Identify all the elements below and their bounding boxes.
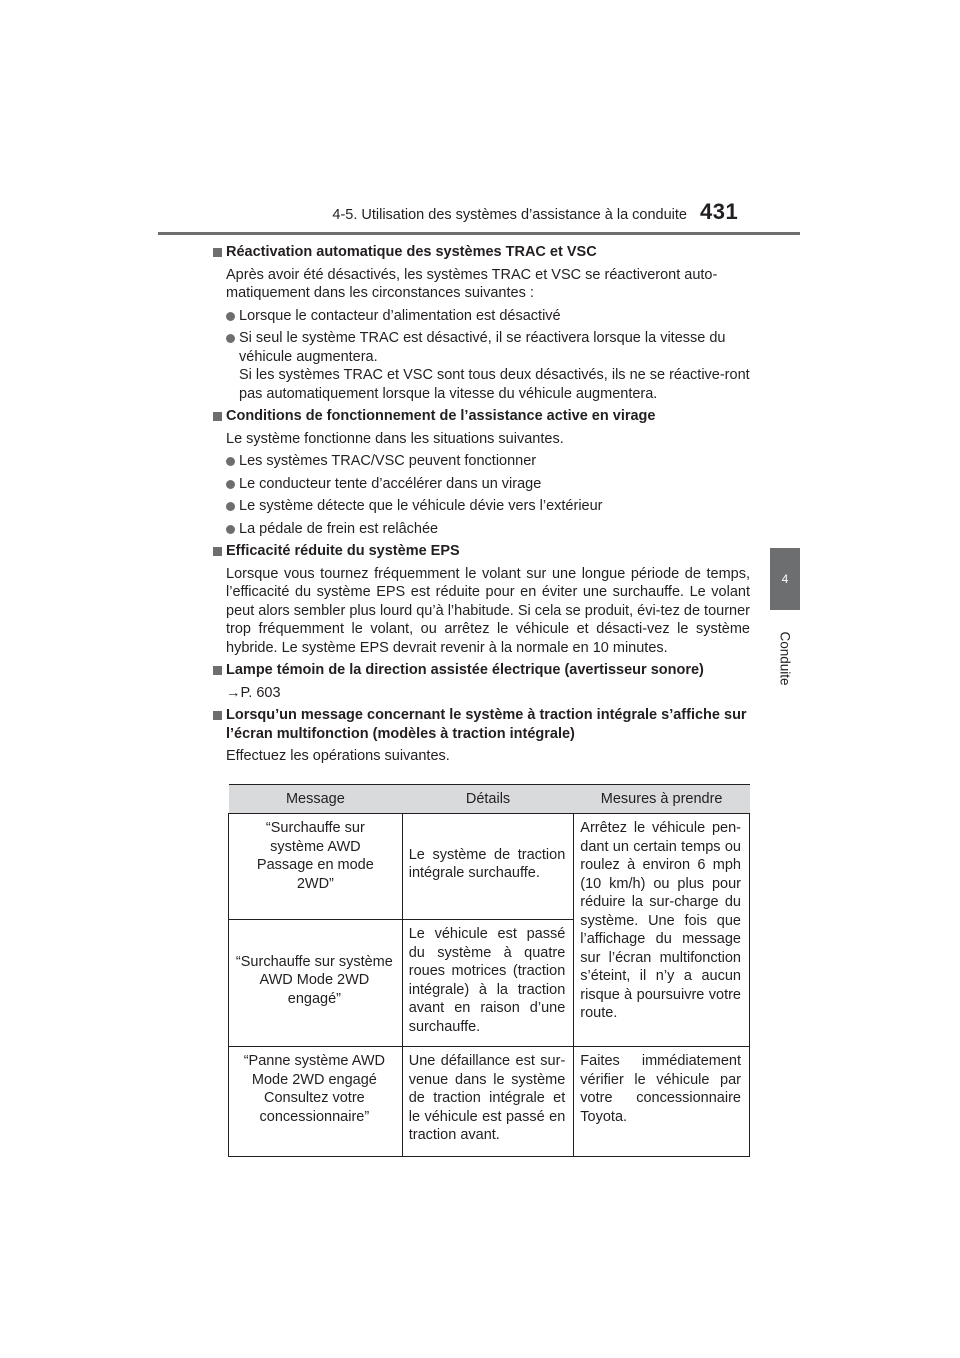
- details-cell: Le système de traction intégrale surchauffe.: [402, 814, 574, 920]
- table-row: [229, 814, 750, 920]
- column-header-message: Message: [229, 785, 403, 814]
- list-item: [210, 497, 750, 516]
- list-item: [210, 475, 750, 494]
- list-item-text: Les systèmes TRAC/VSC peuvent fonctionner: [239, 453, 537, 469]
- paragraph: Effectuez les opérations suivantes.: [226, 748, 450, 764]
- list-item-text: Le conducteur tente d’accélérer dans un virage: [239, 475, 542, 492]
- table-header-row: [229, 785, 750, 814]
- paragraph: Le système fonctionne dans les situations suivantes.: [226, 430, 564, 447]
- list-item: [210, 452, 750, 471]
- round-bullet-icon: [226, 502, 235, 511]
- message-cell: “Surchauffe sur système AWD Passage en mode 2WD”: [229, 814, 403, 920]
- round-bullet-icon: [226, 312, 235, 321]
- list-item: [210, 329, 750, 403]
- paragraph: Après avoir été désactivés, les systèmes TRAC et VSC se réactiveront auto-matiquement dans les circonstances suivantes :: [226, 266, 718, 301]
- paragraph: Lorsque vous tournez fréquemment le volant sur une longue période de temps, l’efficacité du système EPS est réduite pour en éviter une surchauffe. Le volant peut alors sembler plus lourd qu’à l’habitude. Si cela se produit, évi-tez de tourner trop fréquemment le volant, ou arrêtez le véhicule et désacti-vez le système hybride. Le système EPS devrait revenir à la normale en 10 minutes.: [226, 565, 750, 656]
- list-item-text: Lorsque le contacteur d’alimentation est désactivé: [239, 307, 561, 324]
- round-bullet-icon: [226, 334, 235, 343]
- chapter-tab: 4: [770, 548, 800, 610]
- round-bullet-icon: [226, 457, 235, 466]
- list-item-text: La pédale de frein est relâchée: [239, 520, 439, 537]
- list-item: [210, 520, 750, 539]
- details-cell: Une défaillance est sur-venue dans le système de traction intégrale et le véhicule est passé en traction avant.: [402, 1047, 574, 1157]
- list-item-text: Si les systèmes TRAC et VSC sont tous deux désactivés, ils ne se réactive-ront pas automatiquement lorsque la vitesse du véhicule augmentera.: [239, 367, 750, 402]
- section-heading: [210, 243, 750, 262]
- section-heading-text: Réactivation automatique des systèmes TRAC et VSC: [226, 244, 597, 260]
- details-cell: Le véhicule est passé du système à quatre roues motrices (traction intégrale) à la traction avant en raison d’une surchauffe.: [402, 920, 574, 1047]
- round-bullet-icon: [226, 480, 235, 489]
- table-row: [229, 1047, 750, 1157]
- section-heading-text: Lorsqu’un message concernant le système à traction intégrale s’affiche sur l’écran multifonction (modèles à traction intégrale): [226, 707, 747, 742]
- list-item: [210, 307, 750, 326]
- column-header-action: Mesures à prendre: [574, 785, 750, 814]
- section-heading-text: Conditions de fonctionnement de l’assistance active en virage: [226, 408, 656, 424]
- section-heading-text: Efficacité réduite du système EPS: [226, 543, 460, 559]
- square-bullet-icon: [213, 547, 222, 556]
- action-cell: Faites immédiatement vérifier le véhicule par votre concessionnaire Toyota.: [574, 1047, 750, 1157]
- section-heading: [210, 407, 750, 426]
- page-reference: →P. 603: [226, 684, 281, 701]
- column-header-details: Détails: [402, 785, 574, 814]
- message-cell: “Surchauffe sur système AWD Mode 2WD engagé”: [229, 920, 403, 1047]
- page-number: 431: [700, 199, 739, 224]
- section-heading: [210, 706, 750, 743]
- square-bullet-icon: [213, 711, 222, 720]
- chapter-label: [760, 620, 810, 696]
- awd-message-table: [228, 784, 750, 1157]
- section-heading: [210, 542, 750, 561]
- main-content: [210, 243, 750, 770]
- square-bullet-icon: [213, 666, 222, 675]
- chapter-label-text: Conduite: [777, 630, 793, 686]
- section-header-title: 4-5. Utilisation des systèmes d’assistance à la conduite: [332, 207, 687, 223]
- section-heading: [210, 661, 750, 680]
- list-item-text: Si seul le système TRAC est désactivé, il se réactivera lorsque la vitesse du véhicule augmentera.: [239, 330, 726, 365]
- round-bullet-icon: [226, 525, 235, 534]
- square-bullet-icon: [213, 412, 222, 421]
- header-divider: [158, 232, 800, 235]
- list-item-text: Le système détecte que le véhicule dévie vers l’extérieur: [239, 498, 603, 514]
- square-bullet-icon: [213, 248, 222, 257]
- action-cell: Arrêtez le véhicule pen-dant un certain temps ou roulez à environ 6 mph (10 km/h) ou plus pour réduire la sur-charge du système. Une fois que l’affichage du message sur l’écran multifonction s’éteint, il n’y a aucun risque à poursuivre votre route.: [574, 814, 750, 1047]
- section-heading-text: Lampe témoin de la direction assistée électrique (avertisseur sonore): [226, 662, 704, 678]
- message-cell: “Panne système AWD Mode 2WD engagé Consultez votre concessionnaire”: [229, 1047, 403, 1157]
